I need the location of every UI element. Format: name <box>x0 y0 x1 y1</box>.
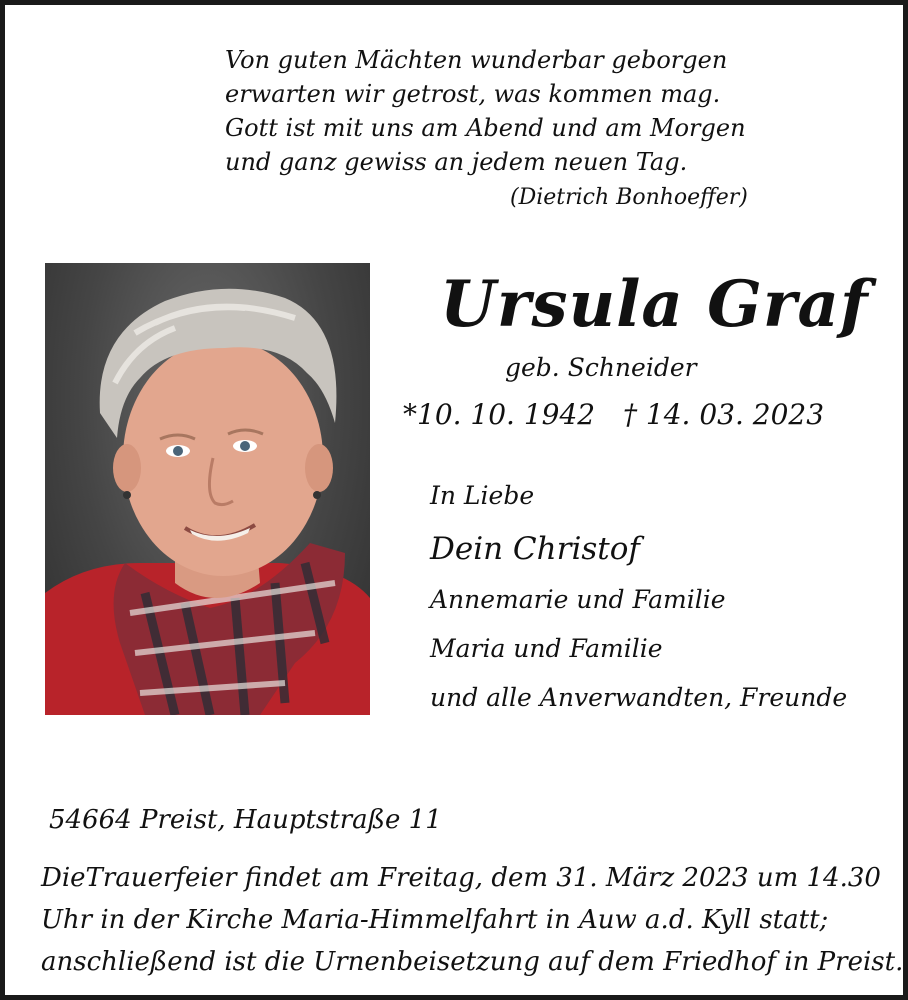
mourner-item: und alle Anverwandten, Freunde <box>430 683 848 712</box>
funeral-notice <box>41 857 904 983</box>
mourner-item: Annemarie und Familie <box>430 585 726 614</box>
mourners-intro: In Liebe <box>430 481 535 510</box>
deceased-name: Ursula Graf <box>440 267 869 342</box>
mourner-item: Maria und Familie <box>430 634 663 663</box>
funeral-line: Uhr in der Kirche Maria-Himmelfahrt in Auw a.d. Kyll statt; <box>41 905 829 935</box>
poem-author: (Dietrich Bonhoeffer) <box>510 185 748 210</box>
mourner-main: Dein Christof <box>430 531 640 567</box>
funeral-line: anschließend ist die Urnenbeisetzung auf dem Friedhof in Preist. <box>41 947 904 977</box>
portrait-photo <box>45 263 370 715</box>
death-date: † 14. 03. 2023 <box>623 398 825 431</box>
poem <box>225 43 785 179</box>
poem-line: und ganz gewiss an jedem neuen Tag. <box>225 148 688 176</box>
poem-line: Gott ist mit uns am Abend und am Morgen <box>225 114 746 142</box>
maiden-name: geb. Schneider <box>505 353 697 382</box>
poem-line: erwarten wir getrost, was kommen mag. <box>225 80 721 108</box>
address: 54664 Preist, Hauptstraße 11 <box>49 805 442 835</box>
birth-date: *10. 10. 1942 <box>403 398 596 431</box>
poem-line: Von guten Mächten wunderbar geborgen <box>225 46 728 74</box>
funeral-line: DieTrauerfeier findet am Freitag, dem 31. März 2023 um 14.30 <box>41 863 881 893</box>
